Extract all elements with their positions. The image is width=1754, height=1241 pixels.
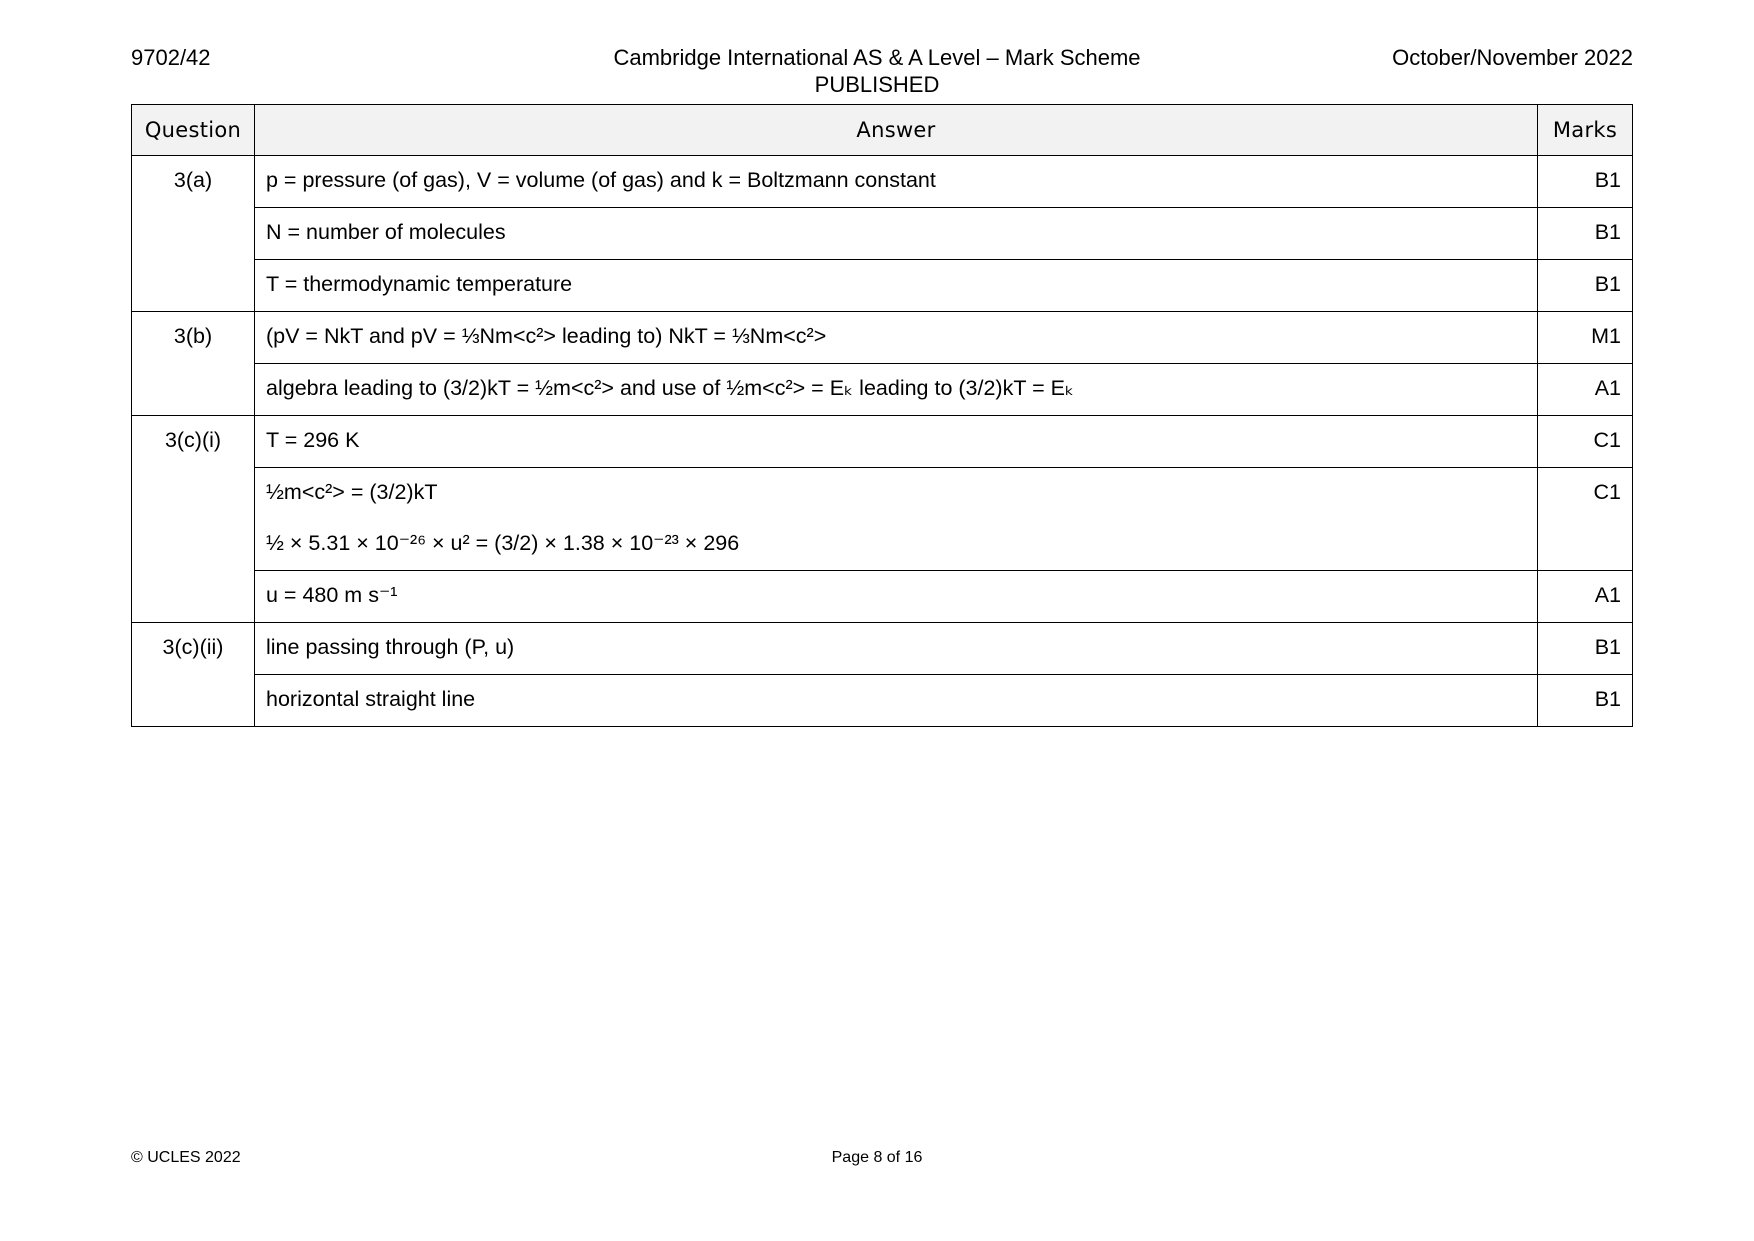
answer-cell: p = pressure (of gas), V = volume (of gas) and k = Boltzmann constant	[255, 156, 1538, 208]
mark-cell: B1	[1538, 208, 1633, 260]
table-row	[132, 675, 1633, 727]
page-number: Page 8 of 16	[831, 1149, 923, 1166]
table-row	[132, 208, 1633, 260]
question-column-header: Question	[132, 105, 255, 156]
question-number: 3(a)	[132, 156, 255, 312]
exam-session: October/November 2022	[1392, 45, 1633, 70]
answer-working-line: ½ × 5.31 × 10⁻²⁶ × u² = (3/2) × 1.38 × 10⁻²³ × 296	[266, 531, 740, 555]
document-subtitle: PUBLISHED	[814, 72, 940, 97]
table-row	[132, 156, 1633, 208]
table-row	[132, 468, 1633, 571]
table-row	[132, 312, 1633, 364]
answer-cell: u = 480 m s⁻¹	[255, 571, 1538, 623]
mark-cell: A1	[1538, 571, 1633, 623]
mark-cell: B1	[1538, 156, 1633, 208]
table-row	[132, 260, 1633, 312]
mark-cell: A1	[1538, 364, 1633, 416]
table-row	[132, 571, 1633, 623]
answer-column-header: Answer	[255, 105, 1538, 156]
answer-cell: T = thermodynamic temperature	[255, 260, 1538, 312]
question-number: 3(b)	[132, 312, 255, 416]
copyright-notice: © UCLES 2022	[131, 1149, 241, 1166]
question-number: 3(c)(ii)	[132, 623, 255, 727]
table-row	[132, 416, 1633, 468]
answer-cell: algebra leading to (3/2)kT = ½m<c²> and use of ½m<c²> = Eₖ leading to (3/2)kT = Eₖ	[255, 364, 1538, 416]
mark-cell: C1	[1538, 468, 1633, 571]
answer-cell: N = number of molecules	[255, 208, 1538, 260]
mark-cell: M1	[1538, 312, 1633, 364]
document-title: Cambridge International AS & A Level – Mark Scheme	[613, 45, 1141, 70]
answer-cell: T = 296 K	[255, 416, 1538, 468]
mark-scheme-table	[131, 104, 1633, 727]
paper-code: 9702/42	[131, 45, 211, 70]
answer-cell: line passing through (P, u)	[255, 623, 1538, 675]
mark-cell: C1	[1538, 416, 1633, 468]
answer-line: ½m<c²> = (3/2)kT	[266, 480, 438, 504]
mark-cell: B1	[1538, 623, 1633, 675]
answer-cell	[255, 468, 1538, 571]
mark-cell: B1	[1538, 675, 1633, 727]
mark-cell: B1	[1538, 260, 1633, 312]
table-row	[132, 623, 1633, 675]
answer-cell: (pV = NkT and pV = ⅓Nm<c²> leading to) NkT = ⅓Nm<c²>	[255, 312, 1538, 364]
table-header-row	[132, 105, 1633, 156]
question-number: 3(c)(i)	[132, 416, 255, 623]
marks-column-header: Marks	[1538, 105, 1633, 156]
table-row	[132, 364, 1633, 416]
answer-cell: horizontal straight line	[255, 675, 1538, 727]
